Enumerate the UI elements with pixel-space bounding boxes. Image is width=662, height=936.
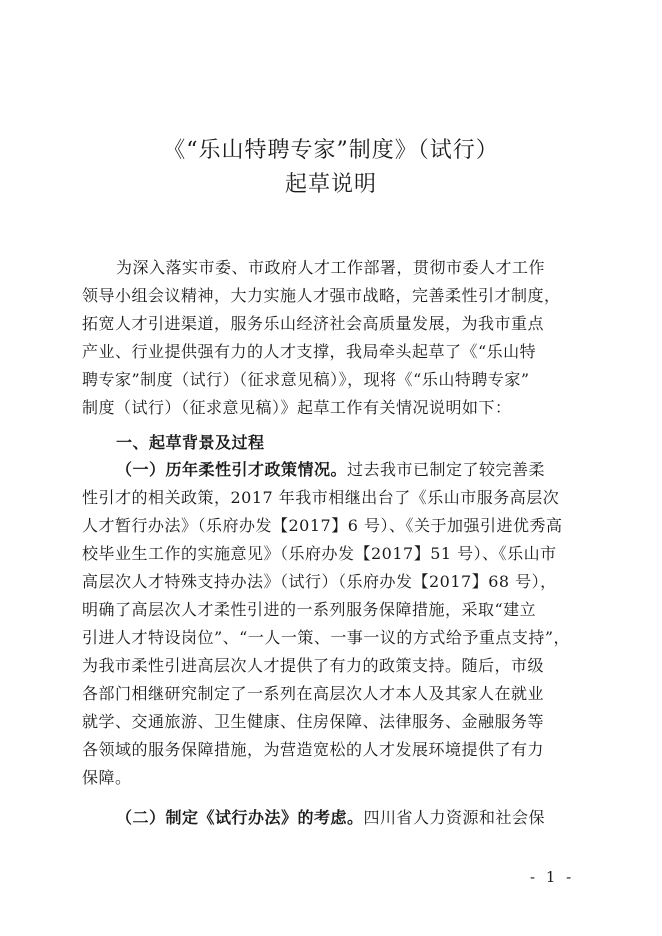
paragraph-line: 引进人才特设岗位”、“一人一策、一事一议的方式给予重点支持”， — [82, 628, 571, 647]
paragraph-line: 性引才的相关政策，2017 年我市相继出台了《乐山市服务高层次 — [82, 488, 560, 507]
paragraph-line: 为深入落实市委、市政府人才工作部署，贯彻市委人才工作 — [116, 258, 546, 277]
sub1-first-line: 过去我市已制定了较完善柔 — [347, 460, 546, 479]
paragraph-line: 各部门相继研究制定了一系列在高层次人才本人及其家人在就业 — [82, 684, 545, 703]
sub1-paragraph — [82, 456, 582, 792]
paragraph-line: 领导小组会议精神，大力实施人才强市战略，完善柔性引才制度， — [82, 286, 561, 305]
sub2-paragraph — [82, 804, 582, 832]
sub2-heading: （二）制定《试行办法》的考虑。 — [116, 808, 364, 827]
paragraph-line: 各领域的服务保障措施，为营造宽松的人才发展环境提供了有力 — [82, 740, 545, 759]
paragraph-line: 高层次人才特殊支持办法》（试行）（乐府办发【2017】68 号）， — [82, 572, 557, 591]
paragraph-line: 制度（试行）（征求意见稿）》起草工作有关情况说明如下： — [82, 398, 512, 417]
paragraph-line: 人才暂行办法》（乐府办发【2017】6 号）、《关于加强引进优秀高 — [82, 516, 563, 535]
sub2-first-line: 四川省人力资源和社会保 — [363, 808, 546, 827]
paragraph-line — [82, 804, 582, 832]
sub1-heading: （一）历年柔性引才政策情况。 — [116, 460, 348, 479]
section-heading: 一、起草背景及过程 — [116, 433, 265, 452]
paragraph-line: 就学、交通旅游、卫生健康、住房保障、法律服务、金融服务等 — [82, 712, 545, 731]
paragraph-line: 拓宽人才引进渠道，服务乐山经济社会高质量发展，为我市重点 — [82, 314, 545, 333]
intro-paragraph — [82, 254, 582, 422]
paragraph-line: 校毕业生工作的实施意见》（乐府办发【2017】51 号）、《乐山市 — [82, 544, 557, 563]
paragraph-line: 聘专家”制度（试行）（征求意见稿）》，现将《“乐山特聘专家” — [82, 370, 530, 389]
document-title: 《“乐山特聘专家”制度》（试行） — [163, 138, 499, 163]
paragraph-line: 产业、行业提供强有力的人才支撑，我局牵头起草了《“乐山特 — [82, 342, 537, 361]
paragraph-line — [82, 456, 582, 484]
page-number: - 1 - — [530, 868, 575, 886]
paragraph-line: 明确了高层次人才柔性引进的一系列服务保障措施，采取“建立 — [82, 600, 537, 619]
document-subtitle: 起草说明 — [284, 172, 377, 197]
paragraph-line: 保障。 — [82, 768, 132, 787]
paragraph-line: 为我市柔性引进高层次人才提供了有力的政策支持。随后，市级 — [82, 656, 545, 675]
